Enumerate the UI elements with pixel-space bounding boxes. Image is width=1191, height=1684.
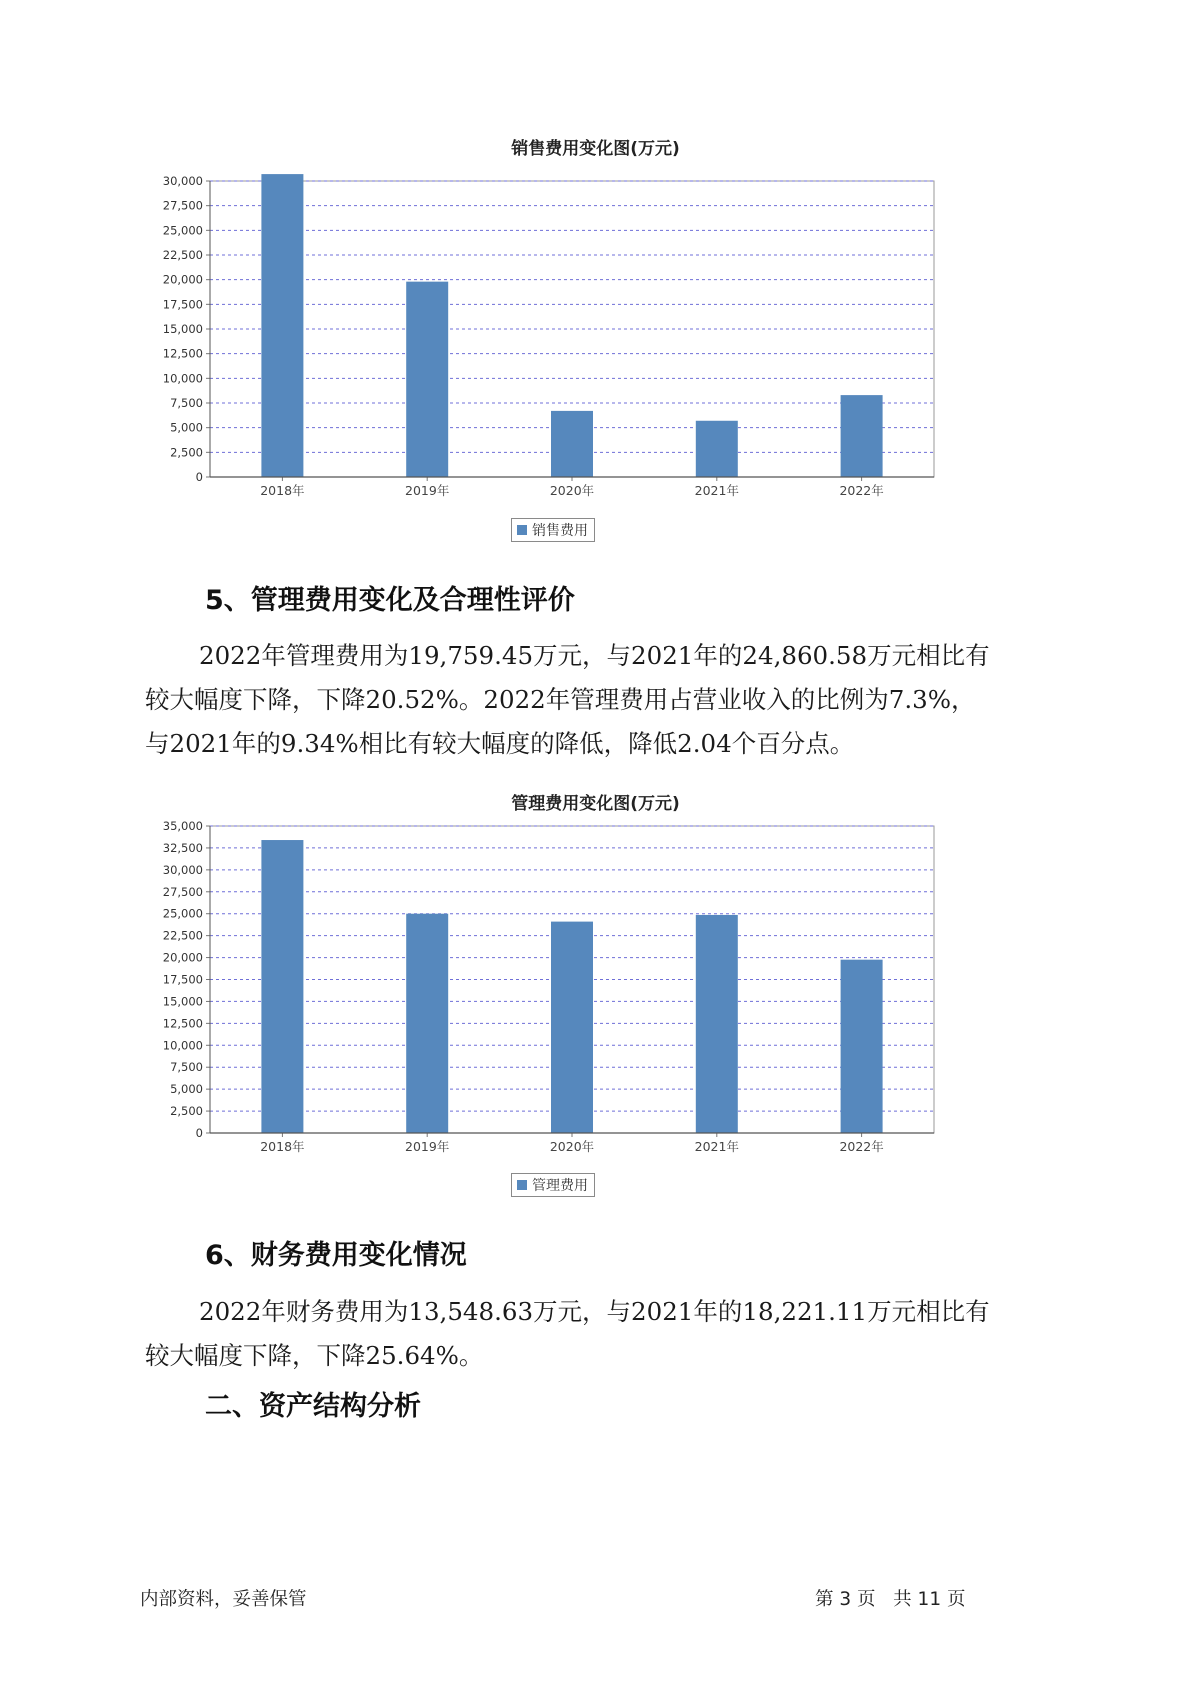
footer-page-number: 第 3 页 共 11 页 xyxy=(815,1589,966,1610)
y-tick-label: 17,500 xyxy=(162,297,203,312)
y-tick-label: 10,000 xyxy=(162,371,203,386)
bar xyxy=(841,395,883,477)
bar xyxy=(261,840,303,1133)
bar xyxy=(841,960,883,1133)
bar xyxy=(696,915,738,1133)
x-tick-label: 2019年 xyxy=(405,483,450,498)
x-tick-label: 2018年 xyxy=(260,483,305,498)
legend-label: 销售费用 xyxy=(532,523,588,539)
y-tick-label: 32,500 xyxy=(162,840,203,855)
x-tick-label: 2022年 xyxy=(839,483,884,498)
x-tick-label: 2020年 xyxy=(549,483,595,498)
section-5-heading: 5、管理费用变化及合理性评价 xyxy=(205,585,575,616)
y-tick-label: 27,500 xyxy=(162,198,203,213)
legend-swatch xyxy=(517,525,527,535)
y-tick-label: 2,500 xyxy=(170,1104,203,1119)
y-tick-label: 0 xyxy=(195,470,203,484)
section-5-paragraph xyxy=(145,634,1045,766)
bar xyxy=(696,421,738,477)
y-tick-label: 10,000 xyxy=(162,1038,203,1053)
x-tick-label: 2020年 xyxy=(549,1139,595,1154)
y-tick-label: 7,500 xyxy=(170,396,203,410)
y-tick-label: 17,500 xyxy=(162,972,203,987)
chart-1-legend xyxy=(511,518,595,542)
section-6-paragraph xyxy=(145,1290,1045,1378)
y-tick-label: 20,000 xyxy=(162,950,203,965)
paragraph-line: 与2021年的9.34%相比有较大幅度的降低，降低2.04个百分点。 xyxy=(145,729,855,758)
paragraph-line: 2022年管理费用为19,759.45万元，与2021年的24,860.58万元相比有 xyxy=(199,641,990,670)
chart-2-title: 管理费用变化图(万元) xyxy=(511,794,680,814)
y-tick-label: 20,000 xyxy=(162,272,203,287)
bar xyxy=(406,282,448,477)
section-asset-structure-heading: 二、资产结构分析 xyxy=(205,1391,421,1422)
x-tick-label: 2018年 xyxy=(260,1139,305,1154)
y-tick-label: 35,000 xyxy=(162,819,203,833)
paragraph-line: 较大幅度下降，下降20.52%。2022年管理费用占营业收入的比例为7.3%， xyxy=(145,685,976,714)
y-tick-label: 30,000 xyxy=(162,862,203,877)
paragraph-line: 较大幅度下降，下降25.64%。 xyxy=(145,1341,484,1370)
chart-2-legend xyxy=(511,1173,595,1197)
chart-1-title: 销售费用变化图(万元) xyxy=(511,139,680,159)
paragraph-line: 2022年财务费用为13,548.63万元，与2021年的18,221.11万元相比有 xyxy=(199,1297,990,1326)
y-tick-label: 22,500 xyxy=(162,928,203,943)
y-tick-label: 25,000 xyxy=(162,223,203,238)
y-tick-label: 30,000 xyxy=(162,174,203,188)
footer-confidential-note: 内部资料，妥善保管 xyxy=(140,1589,307,1610)
y-tick-label: 25,000 xyxy=(162,906,203,921)
chart-2-admin-expense xyxy=(150,816,1020,1176)
y-tick-label: 2,500 xyxy=(170,445,203,460)
y-tick-label: 0 xyxy=(195,1126,203,1140)
bar xyxy=(261,174,303,477)
bar xyxy=(551,411,593,477)
x-tick-label: 2021年 xyxy=(694,483,739,498)
legend-swatch xyxy=(517,1180,527,1190)
y-tick-label: 15,000 xyxy=(162,322,203,336)
y-tick-label: 12,500 xyxy=(162,346,203,361)
bar xyxy=(406,914,448,1133)
x-tick-label: 2019年 xyxy=(405,1139,450,1154)
x-tick-label: 2021年 xyxy=(694,1139,739,1154)
legend-label: 管理费用 xyxy=(532,1178,588,1194)
y-tick-label: 12,500 xyxy=(162,1016,203,1031)
x-tick-label: 2022年 xyxy=(839,1139,884,1154)
bar xyxy=(551,922,593,1133)
y-tick-label: 5,000 xyxy=(170,420,203,435)
chart-1-sales-expense xyxy=(150,170,1020,520)
y-tick-label: 27,500 xyxy=(162,884,203,899)
section-6-heading: 6、财务费用变化情况 xyxy=(205,1240,467,1271)
y-tick-label: 22,500 xyxy=(162,248,203,262)
y-tick-label: 7,500 xyxy=(170,1060,203,1075)
y-tick-label: 15,000 xyxy=(162,994,203,1009)
y-tick-label: 5,000 xyxy=(170,1082,203,1097)
